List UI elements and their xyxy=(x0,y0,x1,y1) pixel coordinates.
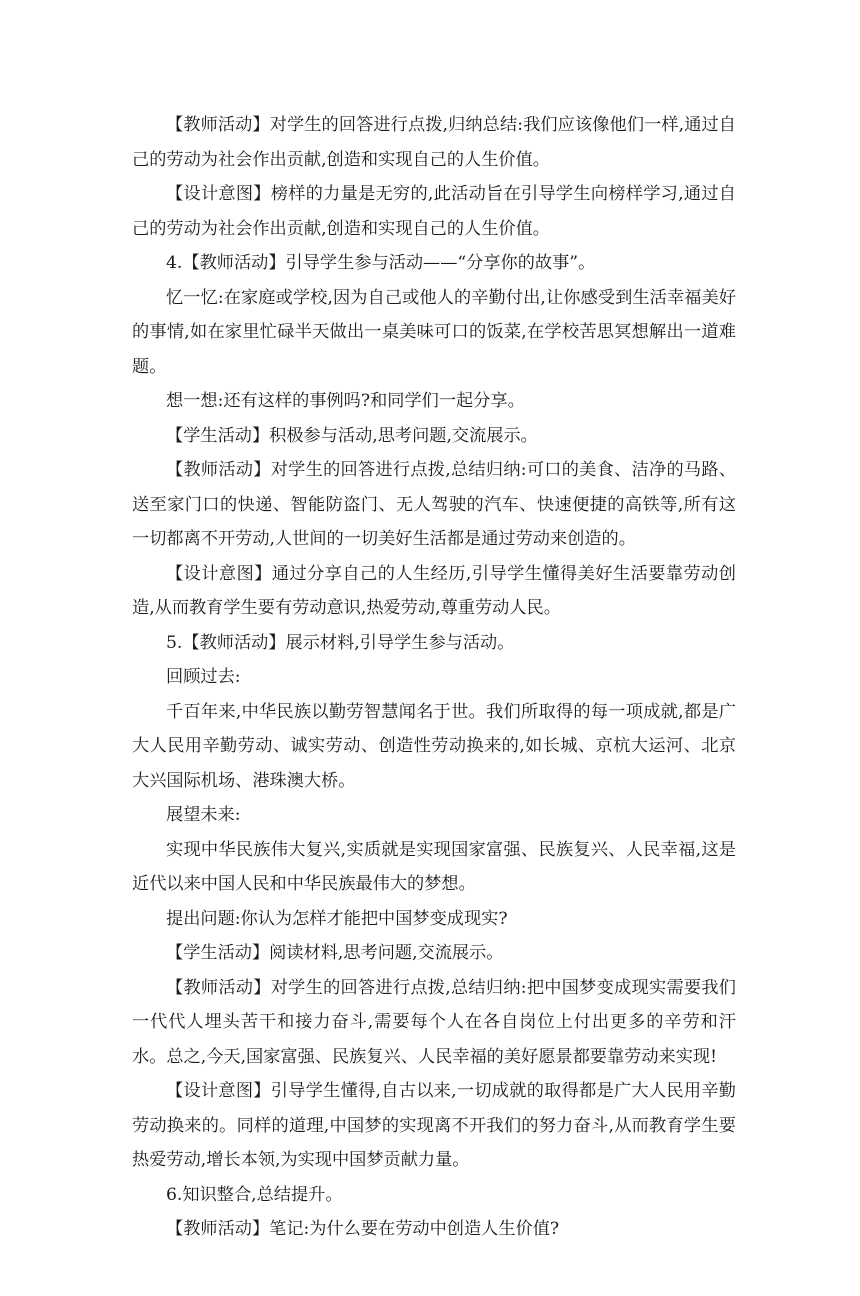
paragraph: 千百年来,中华民族以勤劳智慧闻名于世。我们所取得的每一项成就,都是广大人民用辛勤劳动、诚实劳动、创造性劳动换来的,如长城、京杭大运河、北京大兴国际机场、港珠澳大桥。 xyxy=(132,701,736,791)
paragraph: 展望未来: xyxy=(166,805,241,825)
paragraph: 【教师活动】对学生的回答进行点拨,归纳总结:我们应该像他们一样,通过自己的劳动为社会作出贡献,创造和实现自己的人生价值。 xyxy=(132,115,736,170)
paragraph: 实现中华民族伟大复兴,实质就是实现国家富强、民族复兴、人民幸福,这是近代以来中国人民和中华民族最伟大的梦想。 xyxy=(132,839,736,894)
paragraph: 6.知识整合,总结提升。 xyxy=(166,1184,343,1205)
paragraph: 【设计意图】引导学生懂得,自古以来,一切成就的取得都是广大人民用辛勤劳动换来的。同样的道理,中国梦的实现离不开我们的努力奋斗,从而教育学生要热爱劳动,增长本领,为实现中国梦贡献力量。 xyxy=(132,1081,736,1170)
paragraph: 【教师活动】对学生的回答进行点拨,总结归纳:可口的美食、洁净的马路、送至家门口的快递、智能防盗门、无人驾驶的汽车、快速便捷的高铁等,所有这一切都离不开劳动,人世间的一切美好生活都是通过劳动来创造的。 xyxy=(132,460,736,549)
paragraph: 回顾过去: xyxy=(166,667,241,687)
document-body xyxy=(132,108,736,1247)
paragraph: 忆一忆:在家庭或学校,因为自己或他人的辛勤付出,让你感受到生活幸福美好的事情,如在家里忙碌半天做出一桌美味可口的饭菜,在学校苦思冥想解出一道难题。 xyxy=(132,287,736,377)
paragraph: 5.【教师活动】展示材料,引导学生参与活动。 xyxy=(166,632,515,653)
paragraph: 【设计意图】通过分享自己的人生经历,引导学生懂得美好生活要靠劳动创造,从而教育学生要有劳动意识,热爱劳动,尊重劳动人民。 xyxy=(132,563,736,618)
paragraph: 【教师活动】对学生的回答进行点拨,总结归纳:把中国梦变成现实需要我们一代代人埋头苦干和接力奋斗,需要每个人在各自岗位上付出更多的辛劳和汗水。总之,今天,国家富强、民族复兴、人民幸福的美好愿景都要靠劳动来实现! xyxy=(132,977,736,1067)
paragraph: 【学生活动】阅读材料,思考问题,交流展示。 xyxy=(166,943,504,963)
paragraph: 提出问题:你认为怎样才能把中国梦变成现实? xyxy=(166,908,508,929)
paragraph: 【教师活动】笔记:为什么要在劳动中创造人生价值? xyxy=(166,1219,560,1239)
paragraph: 【设计意图】榜样的力量是无穷的,此活动旨在引导学生向榜样学习,通过自己的劳动为社会作出贡献,创造和实现自己的人生价值。 xyxy=(132,184,736,239)
paragraph: 想一想:还有这样的事例吗?和同学们一起分享。 xyxy=(166,391,525,411)
paragraph: 4.【教师活动】引导学生参与活动——“分享你的故事”。 xyxy=(166,253,596,273)
paragraph: 【学生活动】积极参与活动,思考问题,交流展示。 xyxy=(166,425,538,446)
